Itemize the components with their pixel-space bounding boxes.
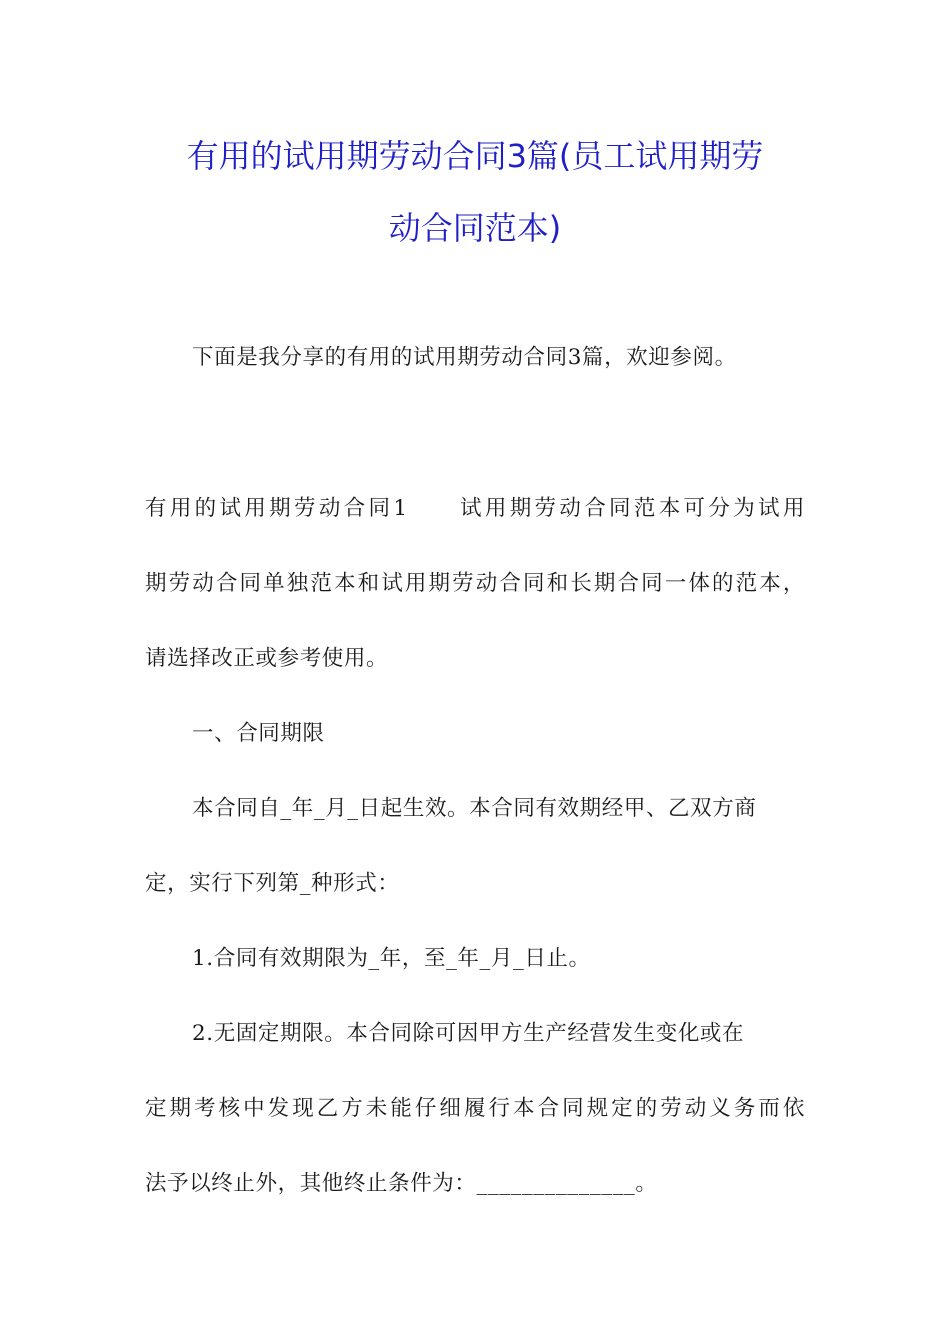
section-heading-contract-term: 一、合同期限 <box>192 721 325 746</box>
body-line-9: 定期考核中发现乙方未能仔细履行本合同规定的劳动义务而依 <box>145 1096 805 1121</box>
document-title-line-1: 有用的试用期劳动合同3篇(员工试用期劳 <box>186 137 764 175</box>
body-line-2: 期劳动合同单独范本和试用期劳动合同和长期合同一体的范本， <box>145 571 805 596</box>
body-line-6: 定，实行下列第_种形式： <box>145 871 400 896</box>
body-line-1: 有用的试用期劳动合同1 试用期劳动合同范本可分为试用 <box>145 496 805 521</box>
body-line-3: 请选择改正或参考使用。 <box>145 646 389 671</box>
body-line-10: 法予以终止外，其他终止条件为：______________。 <box>145 1171 658 1196</box>
document-title-line-2: 动合同范本) <box>388 209 562 247</box>
body-line-7: 1.合同有效期限为_年，至_年_月_日止。 <box>192 946 591 971</box>
body-line-5: 本合同自_年_月_日起生效。本合同有效期经甲、乙双方商 <box>192 796 757 821</box>
body-line-8: 2.无固定期限。本合同除可因甲方生产经营发生变化或在 <box>192 1021 745 1046</box>
intro-paragraph: 下面是我分享的有用的试用期劳动合同3篇，欢迎参阅。 <box>192 345 737 370</box>
